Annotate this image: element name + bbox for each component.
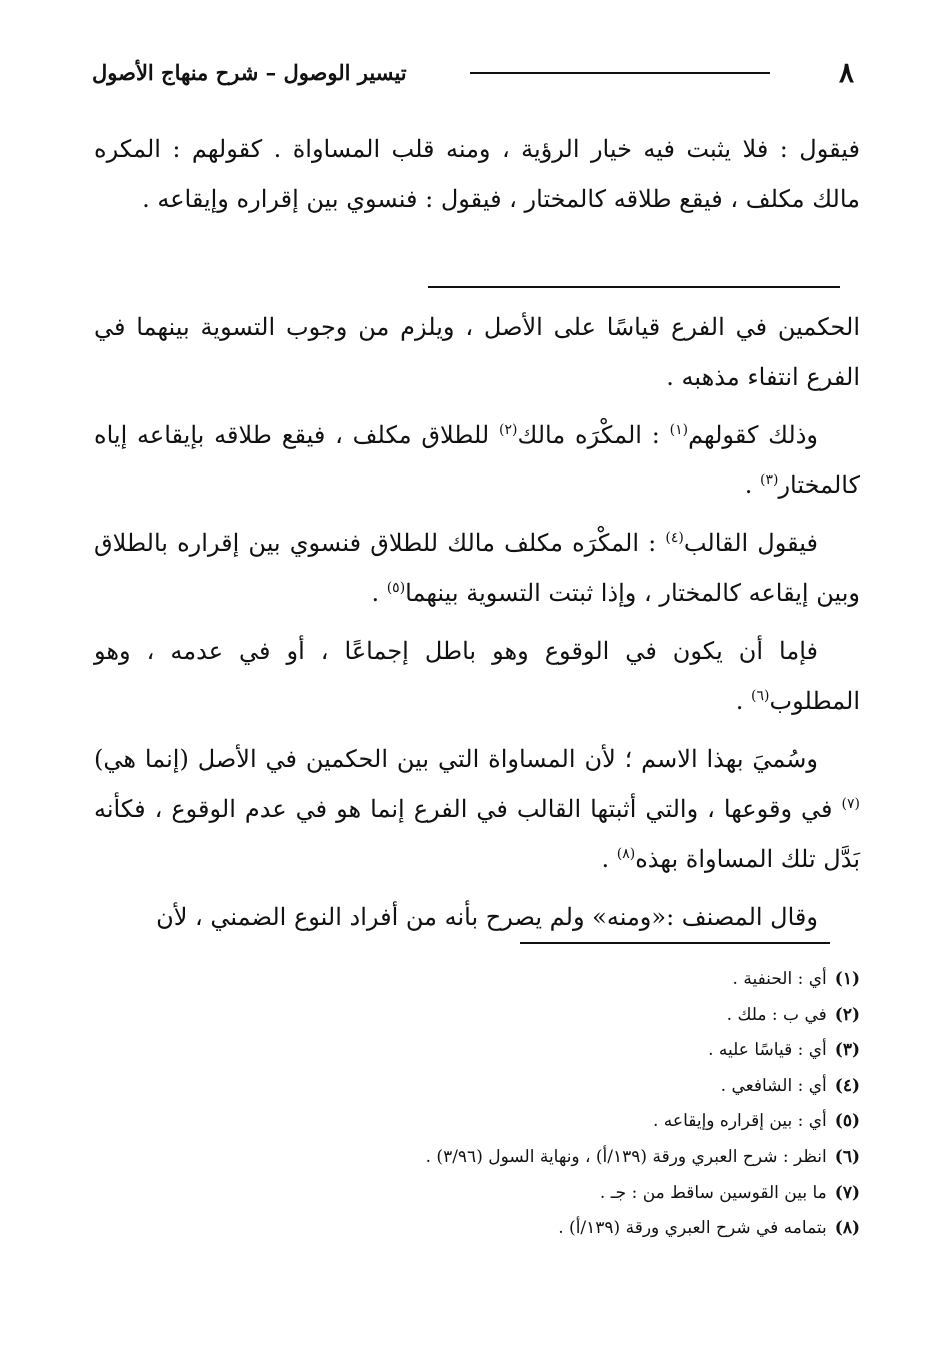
footnote-ref[interactable]: (٨) xyxy=(616,846,636,862)
footnote-ref[interactable]: (١) xyxy=(669,422,689,438)
footnote-item xyxy=(200,1104,860,1140)
sharh-paragraph-2 xyxy=(94,410,860,510)
sharh-paragraph-3 xyxy=(94,518,860,618)
text-run: . xyxy=(371,579,387,607)
footnote-item xyxy=(200,998,860,1034)
footnote-item xyxy=(200,1140,860,1176)
text-run: وسُميَ بهذا الاسم ؛ لأن المساواة التي بين الحكمين في الأصل (إنما هي) xyxy=(94,745,818,773)
sharh-paragraph-6: وقال المصنف :«ومنه» ولم يصرح بأنه من أفراد النوع الضمني ، لأن xyxy=(156,903,818,931)
footnote-item xyxy=(200,1069,860,1105)
matn-text xyxy=(94,124,860,224)
footnote-text: أي : الشافعي . xyxy=(720,1075,827,1096)
footnote-text: أي : بين إقراره وإيقاعه . xyxy=(653,1111,827,1132)
footnote-text: ما بين القوسين ساقط من : جـ . xyxy=(599,1182,827,1203)
text-run: فيقول القالب xyxy=(683,529,818,557)
footnote-ref[interactable]: (٦) xyxy=(751,688,770,704)
footnote-number: (٤) xyxy=(834,1075,860,1096)
footnote-item xyxy=(200,1176,860,1212)
text-run: فإما أن يكون في الوقوع وهو باطل إجماعًا ، أو في عدمه ، وهو المطلوب xyxy=(94,637,860,715)
footnote-divider xyxy=(520,942,830,944)
footnote-text: انظر : شرح العبري ورقة (١٣٩/أ) ، ونهاية السول (٣/٩٦) . xyxy=(425,1146,827,1167)
footnote-number: (٥) xyxy=(834,1111,860,1132)
footnote-number: (١) xyxy=(834,969,860,989)
text-run: : المكْرَه مالك xyxy=(517,421,670,449)
footnote-item xyxy=(200,962,860,998)
running-title: تيسير الوصول – شرح منهاج الأصول xyxy=(92,60,407,85)
header-rule xyxy=(470,72,770,74)
sharh-paragraph-4 xyxy=(94,626,860,726)
matn-divider xyxy=(428,286,840,288)
footnote-number: (٣) xyxy=(834,1040,860,1061)
footnote-ref[interactable]: (٢) xyxy=(499,422,518,438)
footnote-ref[interactable]: (٣) xyxy=(759,472,779,488)
page-number: ٨ xyxy=(838,56,854,89)
text-run: . xyxy=(744,471,760,499)
text-run: . xyxy=(735,687,752,715)
footnote-number: (٨) xyxy=(834,1218,860,1239)
text-run: وذلك كقولهم xyxy=(688,421,819,449)
footnote-text: أي : الحنفية . xyxy=(732,969,827,989)
footnote-number: (٦) xyxy=(834,1146,860,1167)
text-run: للطلاق مكلف ، فيقع طلاقه بإيقاعه إياه كالمختار xyxy=(94,421,860,499)
footnote-ref[interactable]: (٧) xyxy=(841,796,860,812)
text-run: : المكْرَه مكلف مالك للطلاق فنسوي بين إقراره بالطلاق وبين إيقاعه كالمختار ، وإذا ثبتت التسوية بينهما xyxy=(94,529,860,607)
footnote-text: في ب : ملك . xyxy=(726,1004,827,1025)
page-header xyxy=(92,52,862,96)
footnote-number: (٧) xyxy=(834,1182,860,1203)
footnote-number: (٢) xyxy=(834,1004,860,1025)
matn-paragraph: فيقول : فلا يثبت فيه خيار الرؤية ، ومنه قلب المساواة . كقولهم : المكره مالك مكلف ، فيقع طلاقه كالمختار ، فيقول : فنسوي بين إقراره وإيقاعه . xyxy=(94,135,860,213)
footnote-item xyxy=(200,1033,860,1069)
footnotes xyxy=(200,962,860,1247)
footnote-text: بتمامه في شرح العبري ورقة (١٣٩/أ) . xyxy=(558,1218,827,1239)
footnote-item xyxy=(200,1211,860,1247)
footnote-ref[interactable]: (٥) xyxy=(386,580,406,596)
sharh-paragraph-5 xyxy=(94,734,860,884)
sharh-text xyxy=(94,302,860,942)
footnote-text: أي : قياسًا عليه . xyxy=(708,1040,827,1061)
footnote-ref[interactable]: (٤) xyxy=(665,530,684,546)
text-run: في وقوعها ، والتي أثبتها القالب في الفرع إنما هو في عدم الوقوع ، فكأنه بَدَّل تلك المساواة بهذه xyxy=(94,795,860,873)
sharh-paragraph-1: الحكمين في الفرع قياسًا على الأصل ، ويلزم من وجوب التسوية بينهما في الفرع انتفاء مذهبه . xyxy=(94,313,860,391)
text-run: . xyxy=(601,845,617,873)
